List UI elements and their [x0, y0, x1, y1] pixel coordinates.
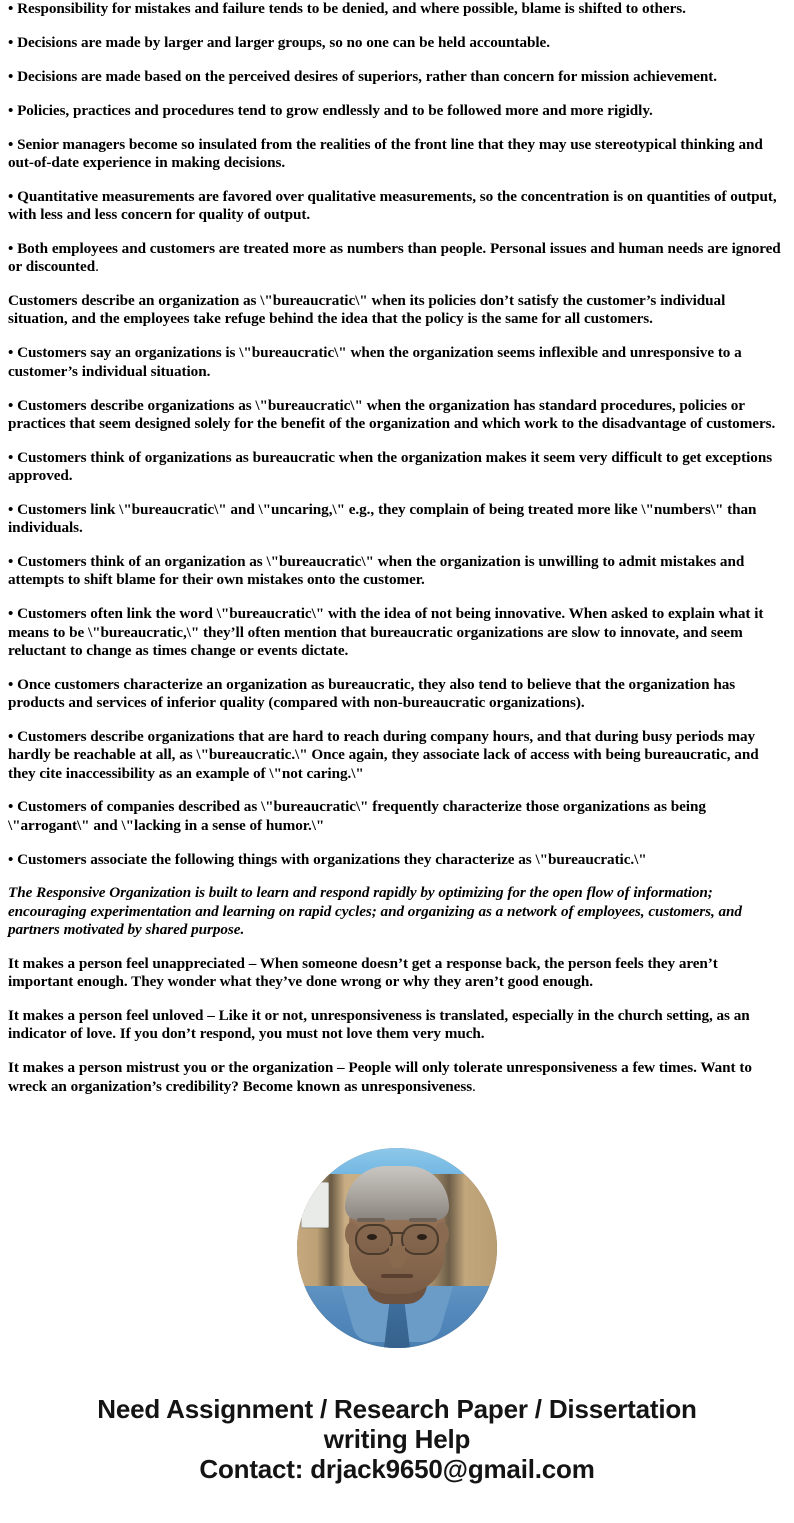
paragraph-bullet-employees-customers-numbers	[8, 240, 786, 277]
paragraph-bullet-uncaring-numbers: • Customers link \"bureaucratic\" and \"uncaring,\" e.g., they complain of being treated more like \"numbers\" than individuals.	[8, 500, 757, 537]
paragraph-bullet-arrogant-humor: • Customers of companies described as \"bureaucratic\" frequently characterize those organizations as being \"arrogant\" and \"lacking in a sense of humor.\"	[8, 798, 706, 834]
portrait-hair	[345, 1166, 449, 1220]
paragraph-unloved: It makes a person feel unloved – Like it or not, unresponsiveness is translated, especially in the church setting, as an indicator of love. If you don’t respond, you must not love them very much.	[8, 1007, 750, 1043]
paragraph-mistrust	[8, 1059, 786, 1096]
paragraph-bullet-associate-following: • Customers associate the following things with organizations they characterize as \"bureaucratic.\"	[8, 850, 647, 868]
paragraph-bullet-standard-procedures: • Customers describe organizations as \"bureaucratic\" when the organization has standard procedures, policies or practices that seem designed solely for the benefit of the organization and which work to the disadvantage of customers.	[8, 396, 776, 432]
paragraph-bullet-inflexible-unresponsive: • Customers say an organizations is \"bureaucratic\" when the organization seems inflexible and unresponsive to a customer’s individual situation.	[8, 344, 742, 380]
portrait-eyeglass-bridge	[389, 1232, 405, 1235]
portrait-eye-left	[367, 1234, 377, 1240]
contact-footer	[8, 1394, 786, 1484]
portrait-eyebrow-left	[357, 1218, 385, 1222]
paragraph-tail-period: .	[95, 258, 99, 276]
paragraph-responsive-organization: The Responsive Organization is built to learn and respond rapidly by optimizing for the open flow of information; encouraging experimentation and learning on rapid cycles; and organizing as a network of employees, customers, and partners motivated by shared purpose.	[8, 884, 742, 939]
paragraph-bullet-not-innovative: • Customers often link the word \"bureaucratic\" with the idea of not being innovative. When asked to explain what it means to be \"bureaucratic,\" they’ll often mention that bureaucratic organizations are slow to innovate, and seem reluctant to change as times change or events dictate.	[8, 605, 764, 659]
paragraph-text: • Both employees and customers are treated more as numbers than people. Personal issues and human needs are ignored or discounted	[8, 239, 781, 276]
portrait-eyebrow-right	[409, 1218, 437, 1222]
paragraph-bullet-decisions-groups: • Decisions are made by larger and larger groups, so no one can be held accountable.	[8, 33, 550, 51]
document-body	[8, 0, 786, 1096]
footer-line-writing-help: writing Help	[323, 1423, 471, 1454]
paragraph-bullet-decisions-superiors: • Decisions are made based on the perceived desires of superiors, rather than concern for mission achievement.	[8, 67, 718, 85]
paragraph-bullet-hard-to-reach: • Customers describe organizations that are hard to reach during company hours, and that during busy periods may hardly be reachable at all, as \"bureaucratic.\" Once again, they associate lack of access with being bureaucratic, and they cite inaccessibility as an example of \"not caring.\"	[8, 727, 759, 782]
footer-line-contact-email[interactable]: Contact: drjack9650@gmail.com	[199, 1453, 595, 1484]
paragraph-bullet-exceptions-approved: • Customers think of organizations as bureaucratic when the organization makes it seem very difficult to get exceptions approved.	[8, 448, 773, 484]
author-portrait-photo	[297, 1148, 497, 1348]
footer-line-services: Need Assignment / Research Paper / Dissertation	[97, 1393, 697, 1424]
paragraph-tail-period: .	[472, 1077, 476, 1095]
paragraph-bullet-quantitative: • Quantitative measurements are favored over qualitative measurements, so the concentration is on quantities of output, with less and less concern for quality of output.	[8, 187, 777, 224]
paragraph-customers-describe-org: Customers describe an organization as \"bureaucratic\" when its policies don’t satisfy the customer’s individual situation, and the employees take refuge behind the idea that the policy is the same for all customers.	[8, 292, 726, 328]
paragraph-bullet-inferior-quality: • Once customers characterize an organization as bureaucratic, they also tend to believe that the organization has products and services of inferior quality (compared with non-bureaucratic organizations).	[8, 675, 736, 712]
paragraph-bullet-senior-managers: • Senior managers become so insulated from the realities of the front line that they may use stereotypical thinking and out-of-date experience in making decisions.	[8, 135, 763, 171]
portrait-eye-right	[417, 1234, 427, 1240]
paragraph-bullet-unwilling-admit-mistakes: • Customers think of an organization as \"bureaucratic\" when the organization is unwilling to admit mistakes and attempts to shift blame for their own mistakes onto the customer.	[8, 553, 745, 589]
portrait-mouth	[381, 1274, 413, 1278]
paragraph-bullet-policies: • Policies, practices and procedures tend to grow endlessly and to be followed more and more rigidly.	[8, 101, 653, 119]
paragraph-bullet-responsibility: • Responsibility for mistakes and failure tends to be denied, and where possible, blame is shifted to others.	[8, 0, 686, 17]
portrait-container	[8, 1148, 786, 1348]
paragraph-unappreciated: It makes a person feel unappreciated – When someone doesn’t get a response back, the person feels they aren’t important enough. They wonder what they’ve done wrong or why they aren’t good enough.	[8, 954, 718, 991]
paragraph-text: It makes a person mistrust you or the organization – People will only tolerate unresponsiveness a few times. Want to wreck an organization’s credibility? Become known as unresponsiveness	[8, 1059, 752, 1095]
portrait-nose	[389, 1246, 405, 1268]
